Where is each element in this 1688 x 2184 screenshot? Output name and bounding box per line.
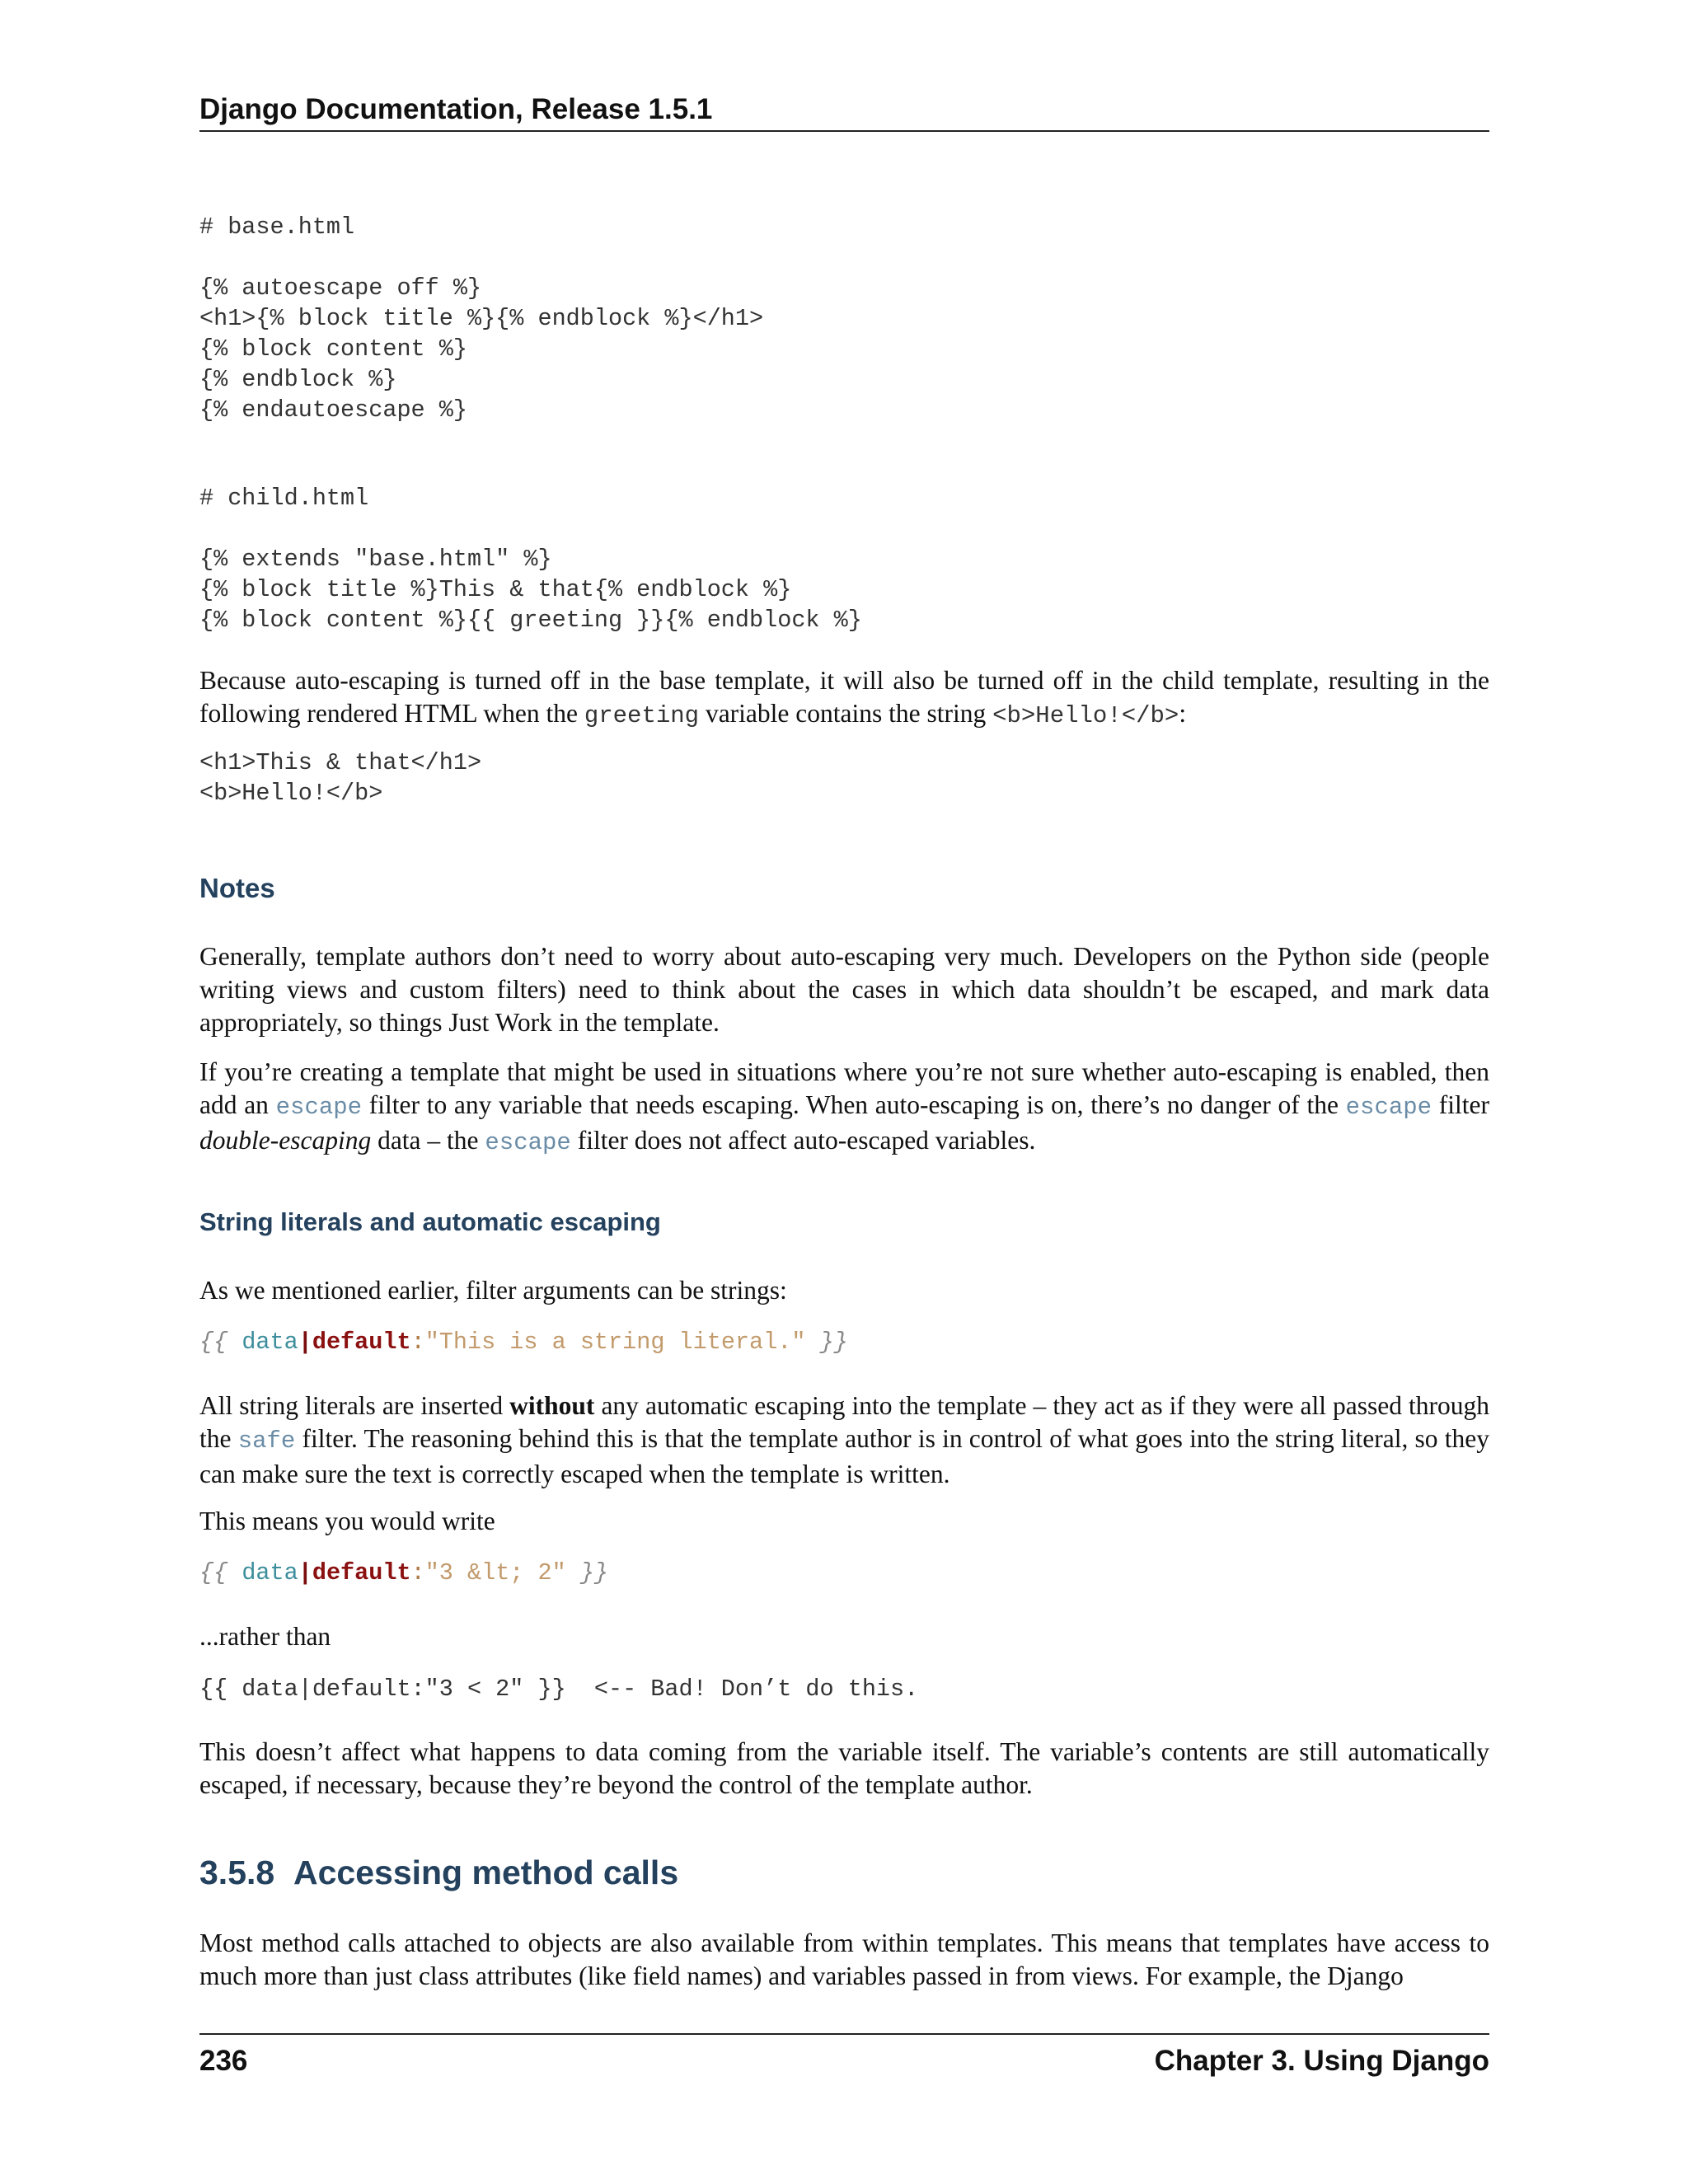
escape-link[interactable]: escape [1345, 1094, 1432, 1121]
code-example-bad: {{ data|default:"3 < 2" }} <-- Bad! Don’t do this. [199, 1675, 919, 1703]
section-paragraph: Most method calls attached to objects are also available from within templates. This means that templates have access to much more than just class attributes (like field names) and variables passed in from views. For example, the Django [199, 1929, 1489, 1990]
notes-heading: Notes [199, 873, 275, 903]
section-heading: 3.5.8 Accessing method calls [199, 1854, 679, 1891]
closing-paragraph: This doesn’t affect what happens to data coming from the variable itself. The variable’s contents are still automatically escaped, if necessary, because they’re beyond the control of the template author. [199, 1737, 1489, 1799]
running-footer [199, 2033, 1489, 2081]
chapter-title: Chapter 3. Using Django [1154, 2045, 1489, 2077]
notes-paragraph-1: Generally, template authors don’t need to worry about auto-escaping very much. Developers on the Python side (people writing views and custom filters) need to think about the cases in which data shouldn’t be escaped, and mark data appropriately, so things Just Work in the template. [199, 942, 1489, 1037]
code-block-base-html: # base.html {% autoescape off %} <h1>{% block title %}{% endblock %}</h1> {% block content %} {% endblock %} {% endautoescape %} [199, 213, 764, 424]
safe-link[interactable]: safe [237, 1427, 296, 1455]
code-example-escaped: {{ data|default:"3 &lt; 2" }} [199, 1559, 609, 1586]
string-literals-paragraph: All string literals are inserted without any automatic escaping into the template – they act as if they were all passed through the safe filter. The reasoning behind this is that the template author is in control of what goes into the string literal, so they can make sure the text is correctly escaped when the template is written. [199, 1391, 1490, 1488]
string-literals-intro: As we mentioned earlier, filter arguments can be strings: [199, 1276, 787, 1305]
escape-link[interactable]: escape [275, 1094, 363, 1121]
notes-paragraph-2: If you’re creating a template that might be used in situations where you’re not sure whether auto-escaping is enabled, then add an escape filter to any variable that needs escaping. When auto-escaping is on, there’s no danger of the escape filter double-escaping data – the escape filter does not affect auto-escaped variables. [199, 1057, 1490, 1156]
running-header: Django Documentation, Release 1.5.1 [199, 89, 1489, 132]
escape-link[interactable]: escape [485, 1129, 571, 1156]
string-literals-heading: String literals and automatic escaping [199, 1207, 661, 1236]
paragraph-because: Because auto-escaping is turned off in the base template, it will also be turned off in the child template, resulting in the following rendered HTML when the greeting variable contains the string <b>Hello!</b>: [199, 666, 1489, 729]
code-block-child-html: # child.html {% extends "base.html" %} {% block title %}This & that{% endblock %} {% block content %}{{ greeting }}{% endblock %} [199, 485, 862, 634]
means-paragraph: This means you would write [199, 1507, 495, 1535]
code-example-string-literal: {{ data|default:"This is a string literal." }} [199, 1329, 848, 1356]
rather-paragraph: ...rather than [199, 1622, 331, 1651]
inline-code-greeting: greeting [584, 702, 700, 729]
code-block-rendered: <h1>This & that</h1> <b>Hello!</b> [199, 749, 482, 807]
page-number: 236 [199, 2045, 248, 2077]
inline-code-hello: <b>Hello!</b> [992, 702, 1179, 729]
